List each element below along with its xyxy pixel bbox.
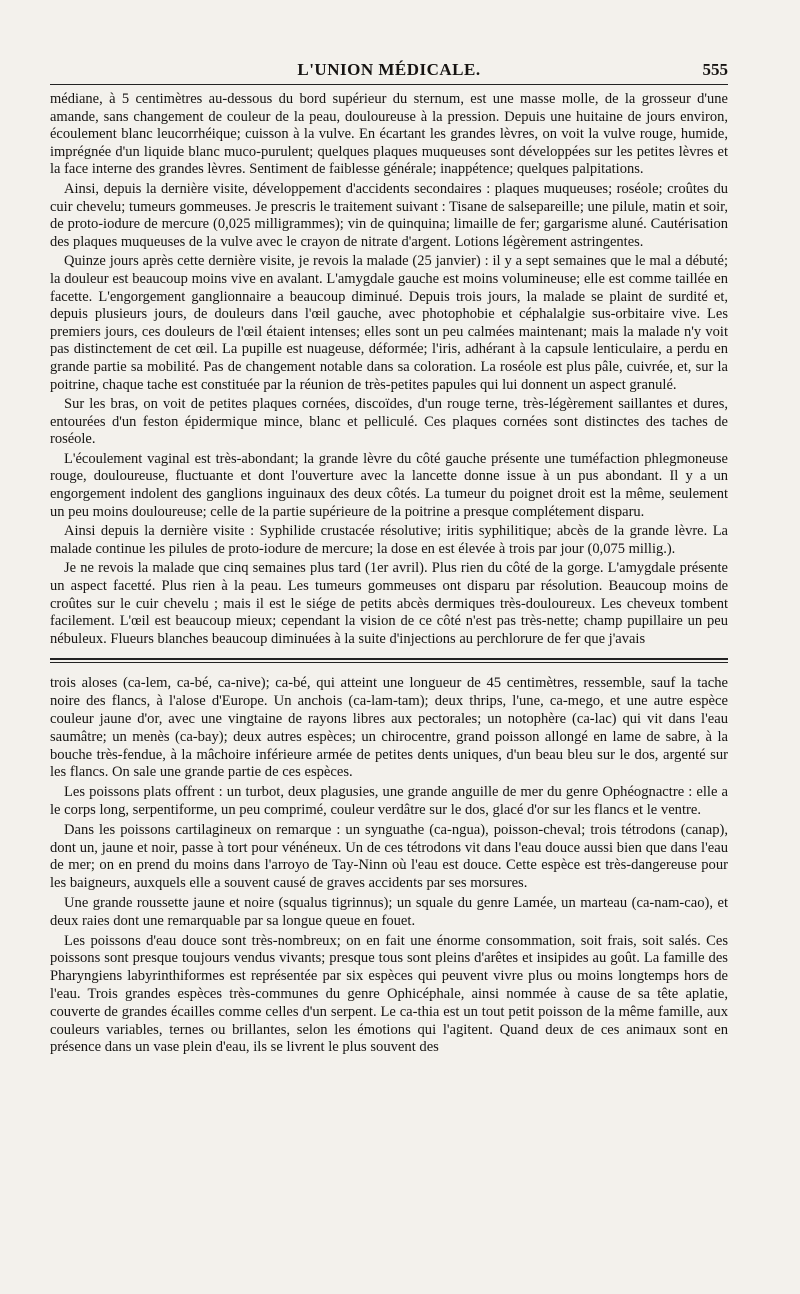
case-report-section (50, 91, 728, 648)
paragraph: Dans les poissons cartilagineux on remarque : un synguathe (ca-ngua), poisson-cheval; trois tétrodons (canap), dont un, jaune et noir, passe à tort pour vénéneux. Un de ces tétrodons vit dans l'eau douce aussi bien que dans l'eau de mer; on en prend du moins dans l'arroyo de Tay-Ninn où l'eau est douce. Cette espèce est très-dangereuse pour les baigneurs, auxquels elle a souvent causé de graves accidents par ses morsures. (50, 821, 728, 892)
paragraph: Ainsi depuis la dernière visite : Syphilide crustacée résolutive; iritis syphilitique; abcès de la grande lèvre. La malade continue les pilules de proto-iodure de mercure; la dose en est élevée à trois par jour (0,075 millig.). (50, 523, 728, 557)
feuilleton-section (50, 675, 728, 1057)
paragraph: Quinze jours après cette dernière visite, je revois la malade (25 janvier) : il y a sept semaines que le mal a débuté; la douleur est beaucoup moins vive en avalant. L'amygdale gauche est moins volumineuse; elle est comme taillée en facette. L'engorgement ganglionnaire a beaucoup diminué. Depuis trois jours, la malade se plaint de surdité et, depuis plusieurs jours, de douleurs dans l'œil gauche, avec photophobie et céphalalgie sus-orbitaire vive. Les premiers jours, ces douleurs de l'œil étaient intenses; elles sont un peu calmées maintenant; mais la malade n'y voit pas distinctement de cet œil. La pupille est nuageuse, déformée; l'iris, adhérant à la capsule lenticulaire, a perdu en grande partie sa mobilité. Pas de changement notable dans sa coloration. La roséole est plus pâle, cuivrée, et, sur la poitrine, chaque tache est constituée par la réunion de très-petites papules qui lui donnent un aspect granulé. (50, 253, 728, 393)
paragraph: Sur les bras, on voit de petites plaques cornées, discoïdes, d'un rouge terne, très-légèrement saillantes et dures, entourées d'un feston épidermique mince, blanc et pelliculé. Ces plaques cornées sont distinctes des taches de roséole. (50, 396, 728, 448)
paragraph: Une grande roussette jaune et noire (squalus tigrinnus); un squale du genre Lamée, un marteau (ca-nam-cao), et deux raies dont une remarquable par sa longue queue en fouet. (50, 894, 728, 929)
section-divider (50, 658, 728, 663)
journal-title: L'UNION MÉDICALE. (297, 60, 481, 79)
paragraph: Les poissons plats offrent : un turbot, deux plagusies, une grande anguille de mer du genre Ophéognactre : elle a le corps long, serpentiforme, un peu comprimé, couleur verdâtre sur le dos, glacé d'or sur les flancs et le ventre. (50, 784, 728, 818)
paragraph: médiane, à 5 centimètres au-dessous du bord supérieur du sternum, est une masse molle, de la grosseur d'une amande, sans changement de couleur de la peau, douloureuse à la pression. Depuis une huitaine de jours environ, écoulement blanc leucorrhéique; cuisson à la vulve. En écartant les grandes lèvres, on voit la vulve rouge, humide, imprégnée d'un liquide blanc muco-purulent; quelques plaques muqueuses sont développées sur les petites lèvres et la face interne des grandes lèvres. Sentiment de faiblesse générale; inappétence; quelques palpitations. (50, 91, 728, 178)
paragraph: Je ne revois la malade que cinq semaines plus tard (1er avril). Plus rien du côté de la gorge. L'amygdale présente un aspect facetté. Plus rien à la peau. Les tumeurs gommeuses ont disparu par résolution. Beaucoup moins de croûtes sur le cuir chevelu ; mais il est le siége de petits abcès dermiques très-douloureux. Les cheveux tombent facilement. L'œil est beaucoup mieux; cependant la vision de ce côté n'est pas très-nette; champ pupillaire un peu nébuleux. Flueurs blanches beaucoup diminuées à la suite d'injections au perchlorure de fer que j'avais (50, 560, 728, 647)
paragraph: trois aloses (ca-lem, ca-bé, ca-nive); ca-bé, qui atteint une longueur de 45 centimètres, ressemble, sauf la tache noire des flancs, à l'alose d'Europe. Un anchois (ca-lam-tam); deux thrips, l'une, ca-mego, et une autre espèce couleur jaune d'or, avec une vingtaine de rayons libres aux pectorales; un notophère (ca-lac) qui vit dans l'eau saumâtre; un menès (ca-bay); deux autres espèces; un chirocentre, grand poisson allongé en lame de sabre, à la bouche très-fendue, à la mâchoire inférieure armée de petites dents uniques, d'un beau bleu sur le dos, argenté sur les flancs. On sale une grande partie de ces espèces. (50, 675, 728, 781)
page-number: 555 (702, 60, 728, 79)
paragraph: L'écoulement vaginal est très-abondant; la grande lèvre du côté gauche présente une tuméfaction phlegmoneuse rouge, douloureuse, fluctuante et dont l'ouverture avec la lancette donne issue à un pus abondant. Il y a un engorgement indolent des ganglions inguinaux des deux côtés. La tumeur du poignet droit est la même, seulement un peu moins douloureuse; celle de la partie supérieure de la poitrine a presque complétement disparu. (50, 450, 728, 520)
running-header (50, 50, 728, 85)
paragraph: Ainsi, depuis la dernière visite, développement d'accidents secondaires : plaques muqueuses; roséole; croûtes du cuir chevelu; tumeurs gommeuses. Je prescris le traitement suivant : Tisane de salsepareille; une pilule, matin et soir, de proto-iodure de mercure (0,025 milligrammes); vin de quinquina; limaille de fer; gargarisme aluné. Cautérisation des plaques muqueuses de la vulve avec le crayon de nitrate d'argent. Lotions légèrement astringentes. (50, 180, 728, 250)
paragraph: Les poissons d'eau douce sont très-nombreux; on en fait une énorme consommation, soit frais, soit salés. Ces poissons sont presque toujours vendus vivants; presque tous sont pleins d'arêtes et insipides au goût. La famille des Pharyngiens labyrinthiformes est représentée par six espèces qui peuvent vivre plus ou moins longtemps hors de l'eau. Trois grandes espèces très-communes du genre Ophicéphale, ainsi nommée à cause de sa tête aplatie, couverte de grandes écailles comme celles d'un serpent. Le ca-thia est un tout petit poisson de la même famille, aux couleurs variables, ternes ou brillantes, selon les émotions qui l'agitent. Quand deux de ces animaux sont en présence dans un vase plein d'eau, ils se livrent le plus souvent des (50, 932, 728, 1056)
